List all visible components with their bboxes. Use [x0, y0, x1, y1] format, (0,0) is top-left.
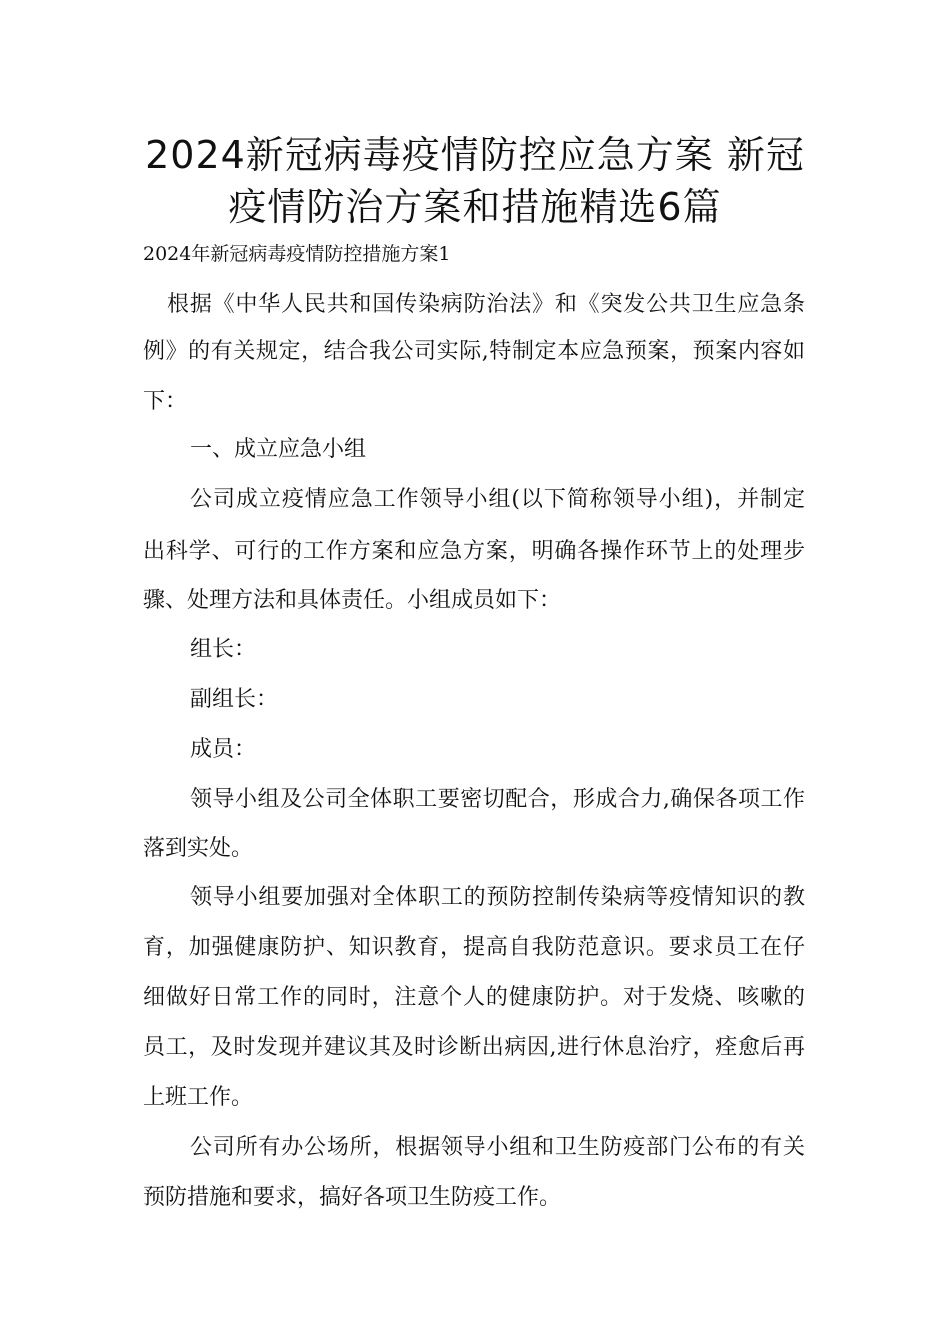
- paragraph-4-line-2: 育，加强健康防护、知识教育，提高自我防范意识。要求员工在仔: [143, 935, 805, 960]
- paragraph-4-line-5: 上班工作。: [143, 1085, 254, 1110]
- leader-label: 组长：: [190, 637, 257, 662]
- section-1-heading: 一、成立应急小组: [190, 437, 367, 462]
- paragraph-5-line-2: 预防措施和要求，搞好各项卫生防疫工作。: [143, 1185, 562, 1210]
- paragraph-3-line-1: 领导小组及公司全体职工要密切配合，形成合力,确保各项工作: [190, 787, 805, 812]
- paragraph-1-line-2: 例》的有关规定，结合我公司实际,特制定本应急预案，预案内容如: [143, 339, 805, 364]
- deputy-leader-label: 副组长：: [190, 687, 279, 712]
- paragraph-3-line-2: 落到实处。: [143, 836, 254, 861]
- paragraph-5-line-1: 公司所有办公场所，根据领导小组和卫生防疫部门公布的有关: [190, 1135, 805, 1160]
- document-title-line-2: 疫情防治方案和措施精选6篇: [228, 185, 722, 229]
- paragraph-2-line-1: 公司成立疫情应急工作领导小组(以下简称领导小组)，并制定: [190, 487, 805, 512]
- members-label: 成员：: [190, 737, 257, 762]
- paragraph-1-line-3: 下：: [143, 389, 188, 414]
- document-subtitle: 2024年新冠病毒疫情防控措施方案1: [143, 243, 451, 265]
- paragraph-4-line-4: 员工，及时发现并建议其及时诊断出病因,进行休息治疗，痊愈后再: [143, 1035, 805, 1060]
- paragraph-2-line-3: 骤、处理方法和具体责任。小组成员如下：: [143, 588, 562, 613]
- paragraph-1-line-1: 根据《中华人民共和国传染病防治法》和《突发公共卫生应急条: [167, 292, 805, 317]
- paragraph-4-line-1: 领导小组要加强对全体职工的预防控制传染病等疫情知识的教: [190, 885, 805, 910]
- document-title-line-1: 2024新冠病毒疫情防控应急方案 新冠: [145, 133, 805, 177]
- paragraph-4-line-3: 细做好日常工作的同时，注意个人的健康防护。对于发烧、咳嗽的: [143, 985, 805, 1010]
- paragraph-2-line-2: 出科学、可行的工作方案和应急方案，明确各操作环节上的处理步: [143, 539, 805, 564]
